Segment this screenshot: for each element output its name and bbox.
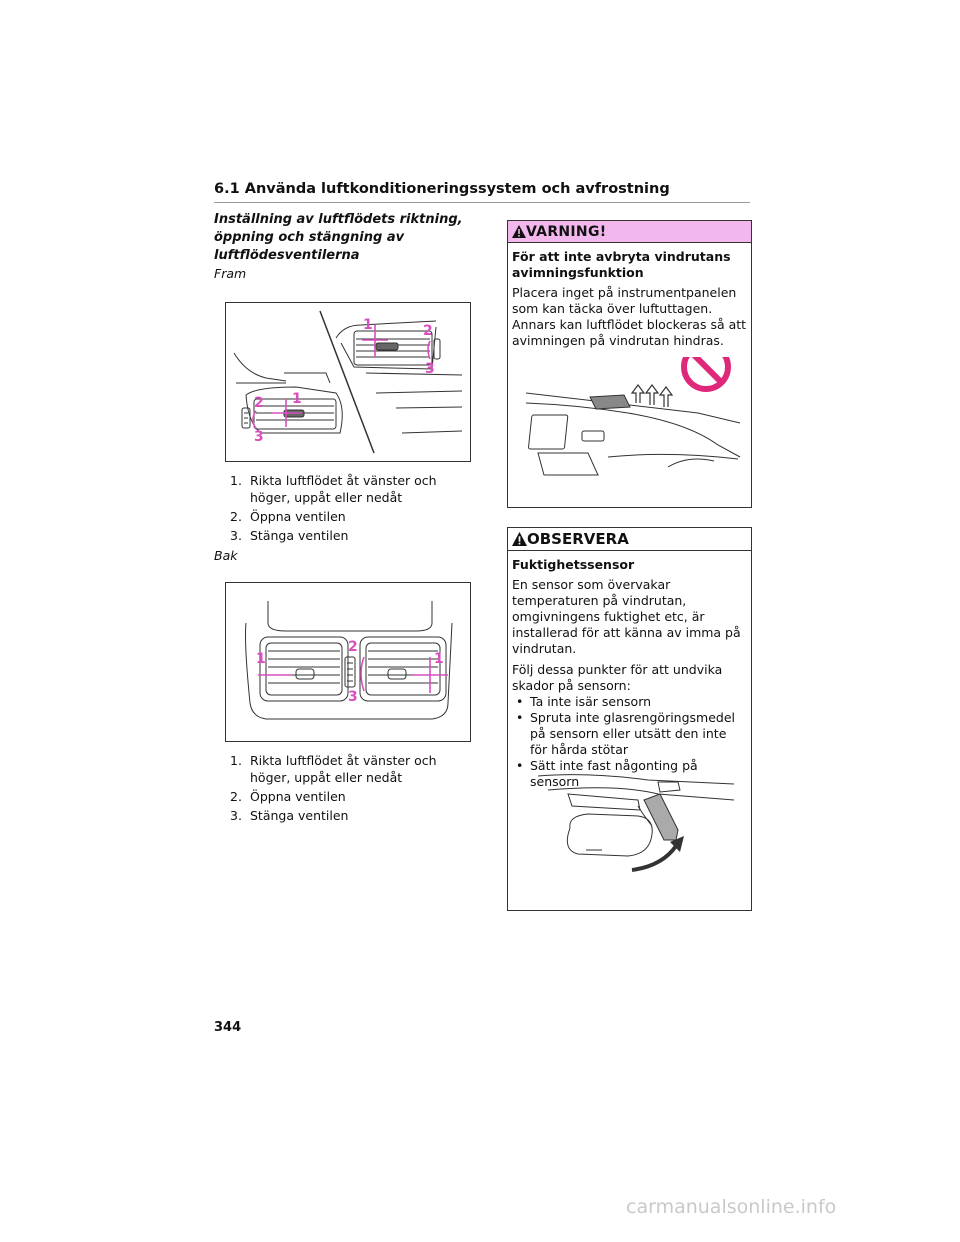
- front-vents-illustration: [226, 303, 470, 461]
- rear-step-1: 1. Rikta luftflödet åt vänster och höger, uppåt eller nedåt: [230, 753, 437, 785]
- warning-triangle-icon: [512, 225, 526, 238]
- front-callout-1-right: 1: [363, 317, 373, 333]
- rear-step-3: 3. Stänga ventilen: [230, 808, 349, 823]
- section-header: [214, 178, 750, 203]
- front-callout-1-left: 1: [292, 391, 302, 407]
- front-step-2: 2. Öppna ventilen: [230, 509, 346, 524]
- rear-callout-1-right: 1: [434, 651, 444, 667]
- front-step-1: 1. Rikta luftflödet åt vänster och höger, uppåt eller nedåt: [230, 473, 437, 505]
- rear-step-2: 2. Öppna ventilen: [230, 789, 346, 804]
- notice-title: OBSERVERA: [527, 530, 629, 548]
- notice-para-2: Följ dessa punkter för att undvika skador på sensorn:: [512, 662, 723, 693]
- front-callout-2-right: 2: [423, 323, 433, 339]
- humidity-sensor-illustration: [528, 770, 738, 885]
- front-callout-3-left: 3: [254, 429, 264, 445]
- front-callout-2-left: 2: [254, 395, 264, 411]
- notice-bullet-1: • Ta inte isär sensorn: [512, 694, 747, 710]
- notice-para-1: En sensor som övervakar temperaturen på vindrutan, omgivningens fuktighet etc, är installerad för att känna av imma på vindrutan.: [512, 577, 741, 656]
- warning-body: Placera inget på instrumentpanelen som kan täcka över luftuttagen. Annars kan luftflödet blockeras så att avimningen på vindrutan hindras.: [512, 285, 747, 348]
- rear-callout-2: 2: [348, 639, 358, 655]
- notice-bullet-2: • Spruta inte glasrengöringsmedel på sensorn eller utsätt den inte för hårda stötar: [512, 710, 747, 758]
- front-label: Fram: [214, 266, 247, 281]
- watermark: carmanualsonline.info: [626, 1196, 837, 1218]
- notice-box: [507, 527, 752, 911]
- warning-subtitle: För att inte avbryta vindrutans avimningsfunktion: [512, 249, 731, 280]
- dashboard-prohibition-illustration: [518, 357, 748, 487]
- notice-header: [508, 528, 751, 551]
- prohibition-icon: [684, 357, 728, 389]
- page-number: 344: [214, 1020, 242, 1035]
- rear-callout-1-left: 1: [256, 651, 266, 667]
- front-steps-list: [230, 472, 470, 546]
- notice-subtitle: Fuktighetssensor: [512, 557, 635, 572]
- front-vents-figure: [225, 302, 471, 462]
- warning-box: [507, 220, 752, 508]
- rear-label: Bak: [214, 548, 238, 563]
- rear-vents-illustration: [226, 583, 470, 741]
- front-step-3: 3. Stänga ventilen: [230, 528, 349, 543]
- warning-header: [508, 221, 751, 243]
- notice-bullet-3: • Sätt inte fast någonting på sensorn: [512, 758, 747, 790]
- rear-vents-figure: [225, 582, 471, 742]
- subsection-heading: Inställning av luftflödets riktning, öppning och stängning av luftflödesventilerna: [214, 212, 463, 263]
- front-callout-3-right: 3: [425, 361, 435, 377]
- caution-triangle-icon: [512, 532, 527, 546]
- rear-callout-3: 3: [348, 689, 358, 705]
- warning-title: VARNING!: [526, 223, 607, 240]
- rear-steps-list: [230, 752, 470, 826]
- section-title: 6.1 Använda luftkonditioneringssystem och avfrostning: [214, 181, 670, 197]
